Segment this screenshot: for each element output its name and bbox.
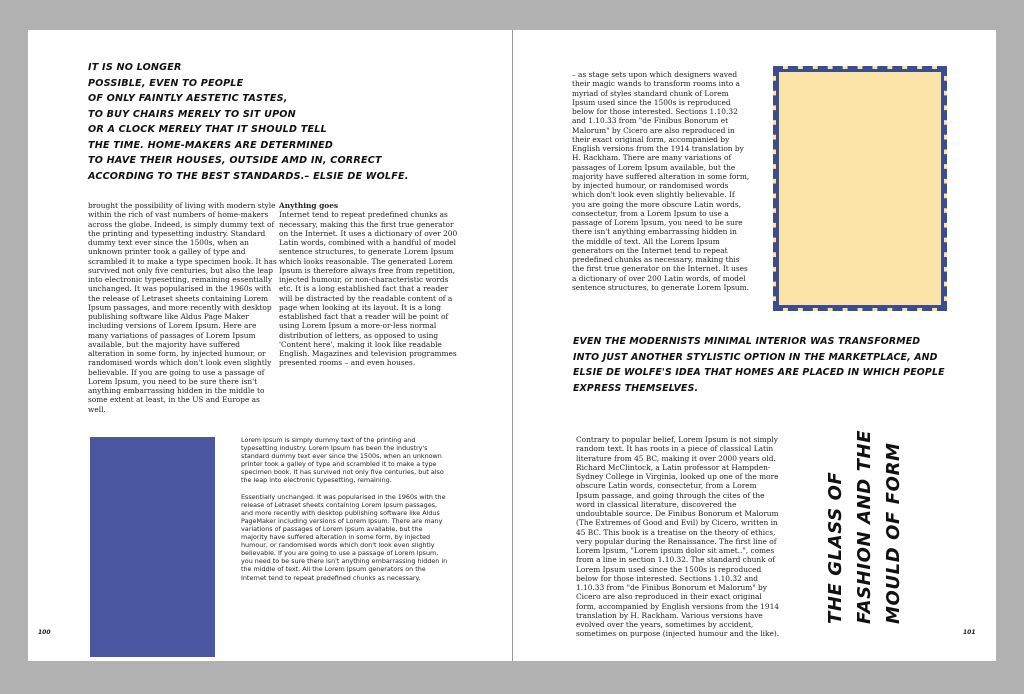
- quote-line: EXPRESS THEMSELVES.: [573, 382, 699, 394]
- section-heading: Anything goes: [279, 201, 339, 210]
- pull-quote-line: TO HAVE THEIR HOUSES, OUTSIDE AMD IN, CORRECT: [88, 155, 382, 166]
- sans-paragraph: Essentially unchanged. It was popularised in the 1960s with the release of Letraset sheets containing Lorem Ipsum passages, and more recently with desktop publishing software like Aldus PageMaker including versions of Lorem Ipsum. There are many variations of passages of Lorem Ipsum available, but the majority have suffered alteration in some form, by injected humour, or randomised words which don't look even slightly believable. If you are going to use a passage of Lorem Ipsum, you need to be sure there isn't anything embarrassing hidden in the middle of text. All the Lorem Ipsum generators on the Internet tend to repeat predefined chunks as necessary.: [241, 492, 448, 582]
- vertical-title-line: FASHION AND THE: [854, 429, 875, 624]
- pull-quote-line: ACCORDING TO THE BEST STANDARDS.– ELSIE DE WOLFE.: [88, 170, 409, 182]
- pull-quote-line: OR A CLOCK MERELY THAT IT SHOULD TELL: [88, 124, 327, 135]
- pull-quote-line: POSSIBLE, EVEN TO PEOPLE: [88, 77, 244, 89]
- blue-image-placeholder: [90, 437, 215, 657]
- body-column-2: [279, 201, 459, 368]
- sans-paragraph: Lorem Ipsum is simply dummy text of the printing and typesetting industry. Lorem Ipsum has been the industry's standard dummy text ever since the 1500s, when an unknown printer took a galley of type and scrambled it to make a type specimen book. It has survived not only five centuries, but also the leap into electronic typesetting, remaining.: [241, 436, 444, 485]
- page-number-right: 101: [963, 629, 976, 636]
- quote-line: INTO JUST ANOTHER STYLISTIC OPTION IN THE MARKETPLACE, AND: [573, 351, 938, 363]
- body-column-4: Contrary to popular belief, Lorem Ipsum is not simply random text. It has roots in a piece of classical Latin literature from 45 BC, making it over 2000 years old. Richard McClintock, a Latin professor at Hampden-Sydney College in Virginia, looked up one of the more obscure Latin words, consectetur, from a Lorem Ipsum passage, and going through the cites of the word in classical literature, discovered the undoubtable source. De Finibus Bonorum et Malorum (The Extremes of Good and Evil) by Cicero, written in 45 BC. This book is a treatise on the theory of ethics, very popular during the Renaissance. The first line of Lorem Ipsum, "Lorem ipsum dolor sit amet..", comes from a line in section 1.10.32. The standard chunk of Lorem Ipsum used since the 1500s is reproduced below for those interested. Sections 1.10.32 and 1.10.33 from "de Finibus Bonorum et Malorum" by Cicero are also reproduced in their exact original form, accompanied by English versions from the 1914 translation by H. Rackham. Various versions have evolved over the years, sometimes by accident, sometimes on purpose (injected humour and the like).: [576, 435, 780, 639]
- right-page: [513, 30, 996, 661]
- pull-quote: [88, 60, 409, 184]
- vertical-title: [821, 429, 908, 624]
- pull-quote-line: OF ONLY FAINTLY AESTETIC TASTES,: [88, 93, 288, 104]
- quote-line: ELSIE DE WOLFE'S IDEA THAT HOMES ARE PLACED IN WHICH PEOPLE: [573, 367, 945, 378]
- left-page: [28, 30, 512, 661]
- page-number-left: 100: [38, 629, 51, 636]
- sans-column: [241, 436, 451, 590]
- body-column-1: brought the possibility of living with modern style within the rich of vast numbers of home-makers across the globe. Indeed, is simply dummy text of the printing and typesetting industry. Standard dummy text ever since the 1500s, when an unknown printer took a galley of type and scrambled it to make a type specimen book. It has survived not only five centuries, but also the leap into electronic typesetting, remaining essentially unchanged. It was popularised in the 1960s with the release of Letraset sheets containing Lorem Ipsum passages, and more recently with desktop publishing software like Aldus Page Maker including versions of Lorem Ipsum. Here are many variations of passages of Lorem Ipsum available, but the majority have suffered alteration in some form, by injected humour, or randomised words which don't look even slightly believable. If you are going to use a passage of Lorem Ipsum, you need to be sure there isn't anything embarrassing hidden in the middle to some extent at least, in the US and Europe as well.: [88, 201, 277, 414]
- body-column-3: – as stage sets upon which designers waved their magic wands to transform rooms into a myriad of styles standard chunk of Lorem Ipsum used since the 1500s is reproduced below for those interested. Sections 1.10.32 and 1.10.33 from "de Finibus Bonorum et Malorum" by Cicero are also reproduced in their exact original form, accompanied by English versions from the 1914 translation by H. Rackham. There are many variations of passages of Lorem Ipsum available, but the majority have suffered alteration in some form, by injected humour, or randomised words which don't look even slightly believable. If you are going the more obscure Latin words, consectetur, from a Lorem Ipsum to use a passage of Lorem Ipsum, you need to be sure there isn't anything embarrassing hidden in the middle of text. All the Lorem Ipsum generators on the Internet tend to repeat predefined chunks as necessary, making this the first true generator on the Internet. It uses a dictionary of over 200 Latin words, of model sentence structures, to generate Lorem Ipsum.: [572, 70, 750, 292]
- pull-quote-line: IT IS NO LONGER: [88, 62, 182, 73]
- quote-line: EVEN THE MODERNISTS MINIMAL INTERIOR WAS TRANSFORMED: [573, 336, 921, 347]
- vertical-title-line: THE GLASS OF: [825, 471, 846, 624]
- vertical-title-line: MOULD OF FORM: [883, 442, 904, 624]
- pull-quote-line: TO BUY CHAIRS MERELY TO SIT UPON: [88, 108, 296, 120]
- quote-block: [573, 334, 953, 396]
- pull-quote-line: THE TIME. HOME-MAKERS ARE DETERMINED: [88, 139, 334, 151]
- framed-image-placeholder: [773, 66, 947, 311]
- body-column-2-text: Internet tend to repeat predefined chunks as necessary, making this the first true generator on the Internet. It uses a dictionary of over 200 Latin words, combined with a handful of model sentence structures, to generate Lorem Ipsum which looks reasonable. The generated Lorem Ipsum is therefore always free from repetition, injected humour, or non-characteristic words etc. It is a long established fact that a reader will be distracted by the readable content of a page when looking at its layout. It is a long established fact that a reader will be point of using Lorem Ipsum a more-or-less normal distribution of letters, as opposed to using 'Content here', making it look like readable English. Magazines and television programmes presented rooms – and even houses.: [279, 210, 458, 368]
